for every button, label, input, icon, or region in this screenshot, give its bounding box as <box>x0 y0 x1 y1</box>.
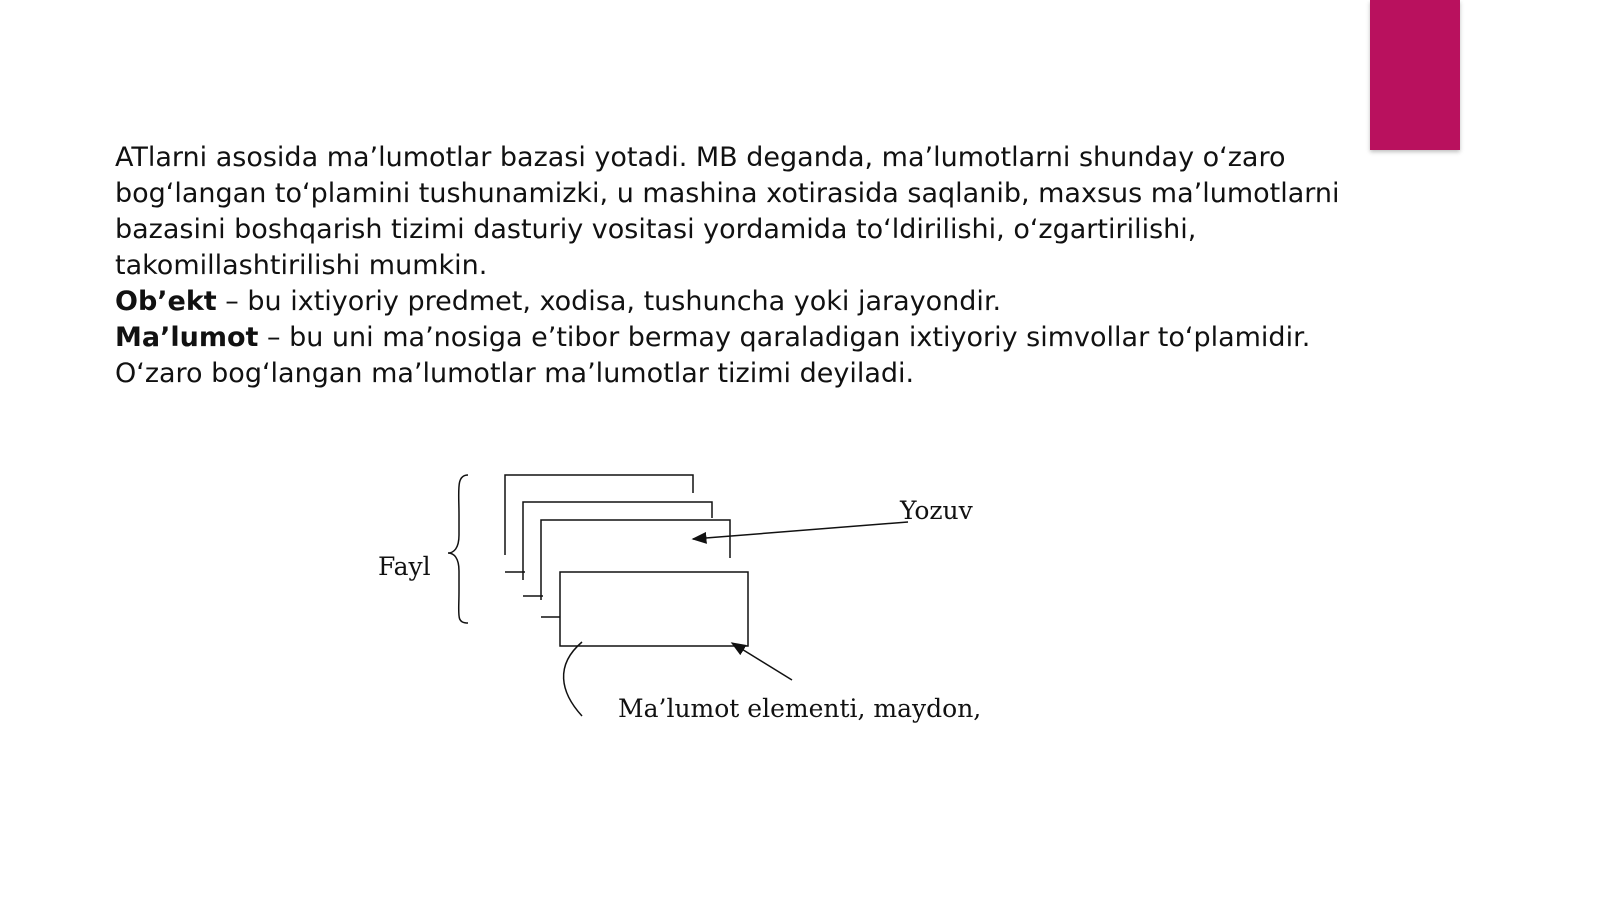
object-definition <box>115 284 1405 320</box>
record-card-2 <box>523 502 712 580</box>
file-label: Fayl <box>378 552 431 581</box>
object-def-text: – bu ixtiyoriy predmet, xodisa, tushuncha yoki jarayondir. <box>216 286 1002 317</box>
intro-paragraph: ATlarni asosida ma’lumotlar bazasi yotadi. MB deganda, ma’lumotlarni shunday o‘zaro bog‘langan to‘plamini tushunamizki, u mashina xotirasida saqlanib, maxsus ma’lumotlarni bazasini boshqarish tizimi dasturiy vositasi yordamida to‘ldirilishi, o‘zgartirilishi, takomillashtirilishi mumkin. <box>115 142 1340 281</box>
accent-bar <box>1370 0 1460 150</box>
record-card-front <box>560 572 748 646</box>
field-label: Ma’lumot elementi, maydon, <box>618 694 982 723</box>
data-definition <box>115 320 1405 356</box>
field-arrow <box>732 643 792 680</box>
data-def-text: – bu uni ma’nosiga e’tibor bermay qaraladigan ixtiyoriy simvollar to‘plamidir. <box>258 322 1311 353</box>
data-term: Ma’lumot <box>115 322 259 353</box>
object-term: Ob’ekt <box>115 286 217 317</box>
field-curve <box>564 642 582 716</box>
curly-brace <box>448 475 468 623</box>
record-label: Yozuv <box>900 496 973 525</box>
system-definition: O‘zaro bog‘langan ma’lumotlar ma’lumotlar tizimi deyiladi. <box>115 358 915 389</box>
text-block <box>115 140 1405 392</box>
record-card-1 <box>505 475 693 555</box>
record-arrow <box>693 522 908 539</box>
file-structure-diagram <box>360 460 1000 740</box>
